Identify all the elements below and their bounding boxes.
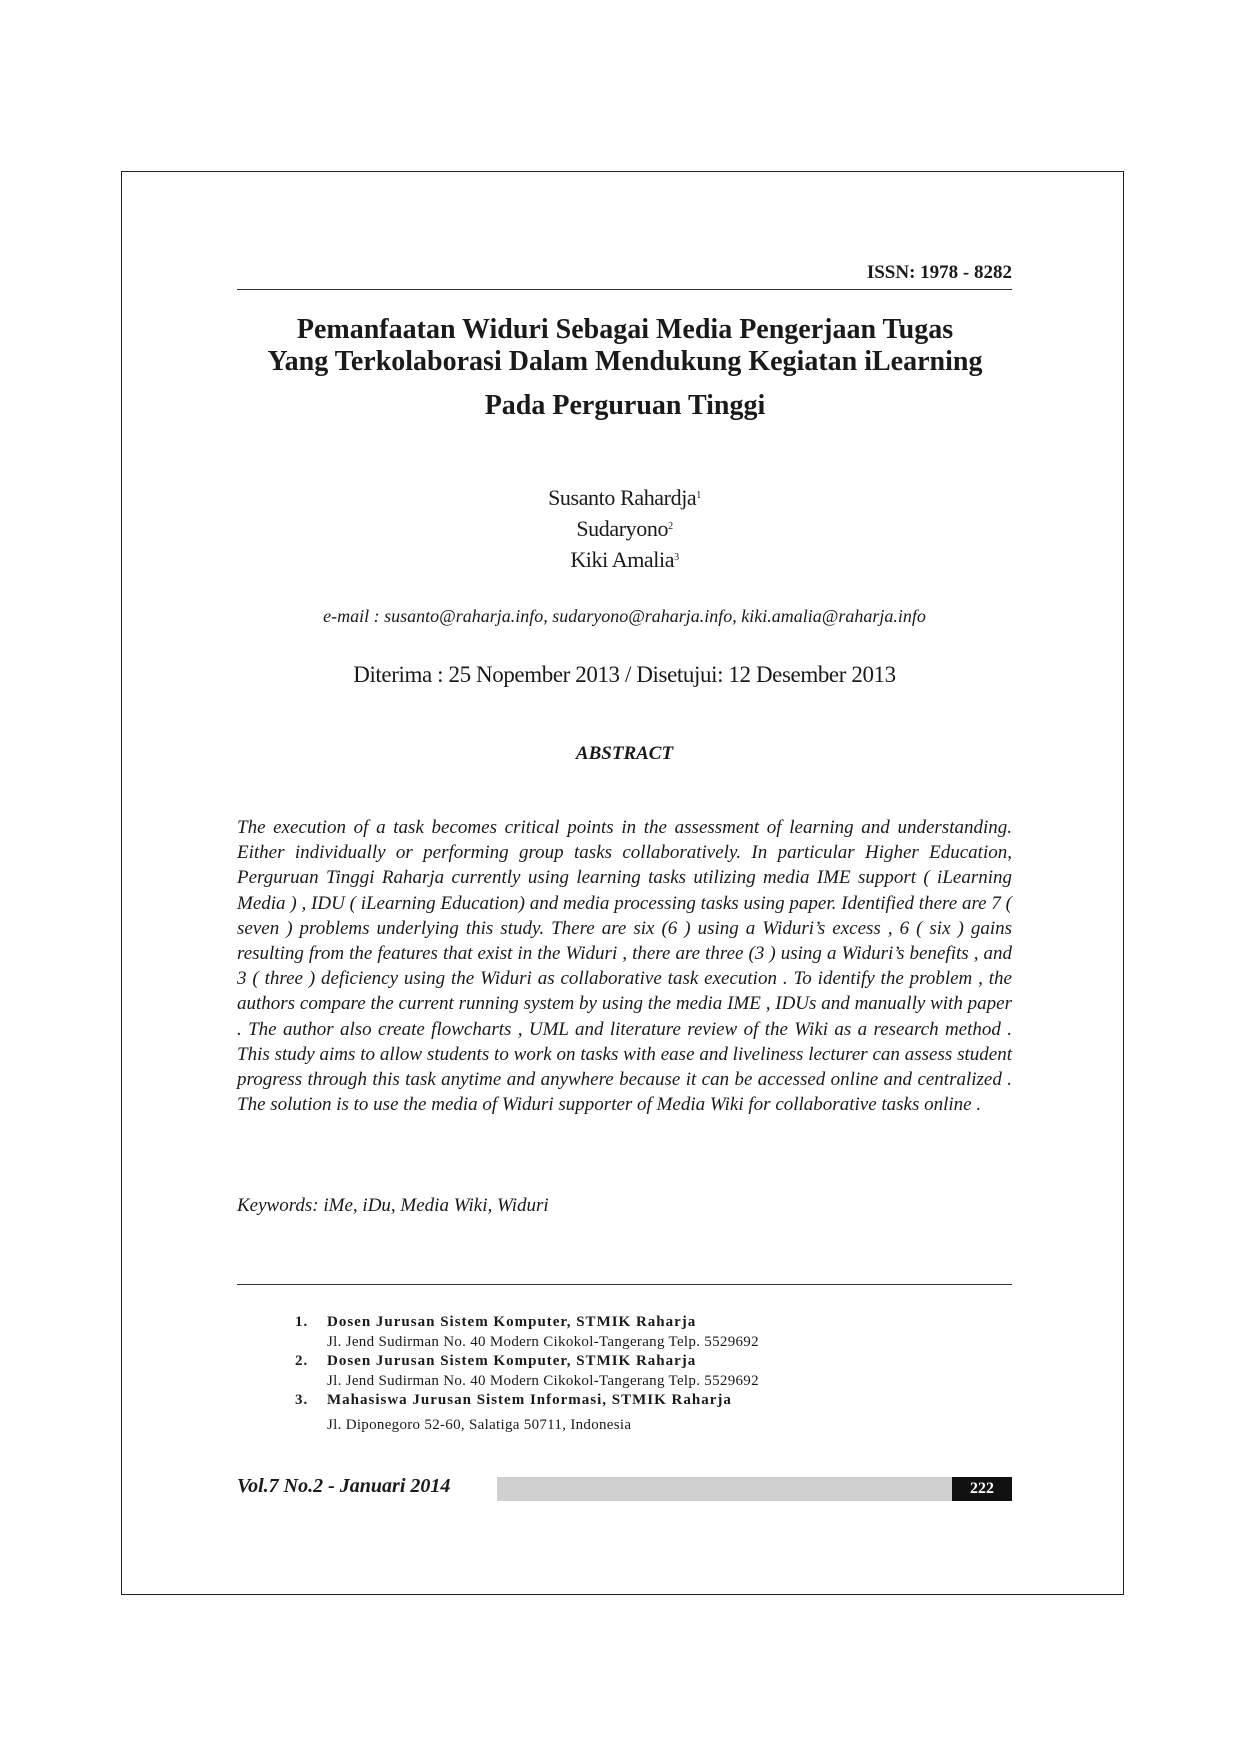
title-line-3: Pada Perguruan Tinggi — [484, 390, 766, 421]
author-emails: e-mail : susanto@raharja.info, sudaryono@raharja.info, kiki.amalia@raharja.info — [323, 606, 926, 626]
affiliation-2 — [295, 1352, 995, 1391]
affiliation-number: 2. — [295, 1353, 309, 1369]
affiliation-address: Jl. Diponegoro 52-60, Salatiga 50711, Indonesia — [327, 1416, 632, 1433]
affiliation-3 — [295, 1391, 995, 1435]
affiliation-address: Jl. Jend Sudirman No. 40 Modern Cikokol-Tangerang Telp. 5529692 — [327, 1333, 759, 1350]
affiliation-name: Dosen Jurusan Sistem Komputer, STMIK Raharja — [327, 1353, 697, 1369]
footer-volume: Vol.7 No.2 - Januari 2014 — [237, 1475, 451, 1497]
author-3-mark: 3 — [674, 552, 679, 563]
author-3: Kiki Amalia$^3$ — [570, 547, 679, 572]
affiliation-list — [295, 1313, 995, 1435]
abstract-text: The execution of a task becomes critical points in the assessment of learning and understanding. Either individually or performing group tasks collaboratively. In particular Higher Education, Perguruan Tinggi Raharja currently using learning tasks utilizing media IME support ( iLearning Media ) , IDU ( iLearning Education) and media processing tasks using paper. Identified there are 7 ( seven ) problems underlying this study. There are six (6 ) using a Widuri’s excess , 6 ( six ) gains resulting from the features that exist in the Widuri , there are three (3 ) using a Widuri’s benefits , and 3 ( three ) deficiency using the Widuri as collaborative task execution . To identify the problem , the authors compare the current running system by using the media IME , IDUs and manually with paper . The author also create flowcharts , UML and literature review of the Wiki as a research method . This study aims to allow students to work on tasks with ease and liveliness lecturer can assess student progress through this task anytime and anywhere because it can be accessed online and centralized . The solution is to use the media of Widuri supporter of Media Wiki for collaborative tasks online . — [237, 817, 1012, 1116]
header-rule — [237, 289, 1012, 290]
title-line-1: Pemanfaatan Widuri Sebagai Media Pengerjaan Tugas — [296, 314, 954, 345]
author-1: Susanto Rahardja$^1$ — [548, 485, 701, 510]
title-line-2: Yang Terkolaborasi Dalam Mendukung Kegiatan iLearning — [267, 346, 983, 377]
author-list — [237, 481, 1012, 574]
affiliation-name: Dosen Jurusan Sistem Komputer, STMIK Raharja — [327, 1314, 697, 1330]
affiliation-address: Jl. Jend Sudirman No. 40 Modern Cikokol-Tangerang Telp. 5529692 — [327, 1372, 759, 1389]
paper-title — [200, 314, 1050, 422]
affiliation-number: 1. — [295, 1314, 309, 1330]
received-approved-dates: Diterima : 25 Nopember 2013 / Disetujui: 12 Desember 2013 — [353, 662, 896, 687]
issn-label: ISSN: 1978 - 8282 — [866, 262, 1012, 283]
affiliation-rule — [237, 1284, 1012, 1285]
abstract-heading: ABSTRACT — [575, 743, 674, 764]
affiliation-number: 3. — [295, 1392, 309, 1408]
author-2-mark: 2 — [668, 521, 673, 532]
author-1-mark: 1 — [696, 490, 701, 501]
keywords: Keywords: iMe, iDu, Media Wiki, Widuri — [237, 1195, 549, 1216]
footer-bar — [497, 1477, 952, 1501]
author-2: Sudaryono$^2$ — [576, 516, 673, 541]
affiliation-1 — [295, 1313, 995, 1352]
affiliation-name: Mahasiswa Jurusan Sistem Informasi, STMIK Raharja — [327, 1392, 732, 1408]
page-number: 222 — [952, 1477, 1012, 1501]
